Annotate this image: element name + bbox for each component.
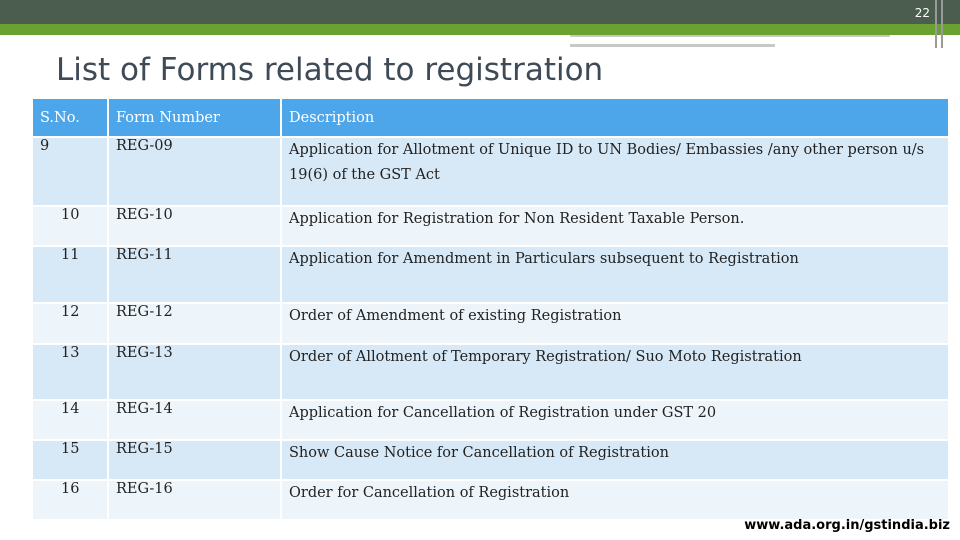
table-row [32,246,949,303]
cell-sno: 12 [32,303,108,344]
table-row [32,206,949,246]
cell-form-number: REG-10 [108,206,281,246]
column-header-form-number: Form Number [108,98,281,137]
table-row [32,137,949,206]
cell-form-number: REG-11 [108,246,281,303]
decorative-line [570,35,890,37]
cell-sno: 9 [32,137,108,206]
cell-description: Application for Allotment of Unique ID to UN Bodies/ Embassies /any other person u/s 19(6) of the GST Act [281,137,949,206]
cell-description: Order of Allotment of Temporary Registration/ Suo Moto Registration [281,344,949,400]
footer-url: www.ada.org.in/gstindia.biz [744,518,950,533]
cell-sno: 16 [32,480,108,520]
cell-form-number: REG-16 [108,480,281,520]
decorative-vertical-line [941,0,943,48]
slide-number: 22 [914,6,930,20]
cell-description: Application for Cancellation of Registration under GST 20 [281,400,949,440]
cell-form-number: REG-09 [108,137,281,206]
table-row [32,344,949,400]
decorative-line [570,44,775,47]
cell-sno: 10 [32,206,108,246]
forms-table [31,97,950,521]
cell-sno: 11 [32,246,108,303]
cell-form-number: REG-15 [108,440,281,480]
cell-description: Show Cause Notice for Cancellation of Registration [281,440,949,480]
cell-form-number: REG-13 [108,344,281,400]
page-title: List of Forms related to registration [56,52,604,88]
cell-description: Application for Registration for Non Resident Taxable Person. [281,206,949,246]
table-header-row [32,98,949,137]
cell-form-number: REG-14 [108,400,281,440]
top-banner [0,0,960,24]
table-row [32,440,949,480]
column-header-sno: S.No. [32,98,108,137]
table-row [32,303,949,344]
column-header-description: Description [281,98,949,137]
cell-description: Order for Cancellation of Registration [281,480,949,520]
table-row [32,480,949,520]
cell-sno: 14 [32,400,108,440]
cell-description: Application for Amendment in Particulars subsequent to Registration [281,246,949,303]
cell-sno: 15 [32,440,108,480]
cell-sno: 13 [32,344,108,400]
table-row [32,400,949,440]
cell-description: Order of Amendment of existing Registration [281,303,949,344]
green-accent-bar [0,24,960,35]
decorative-vertical-line [935,0,937,48]
cell-form-number: REG-12 [108,303,281,344]
